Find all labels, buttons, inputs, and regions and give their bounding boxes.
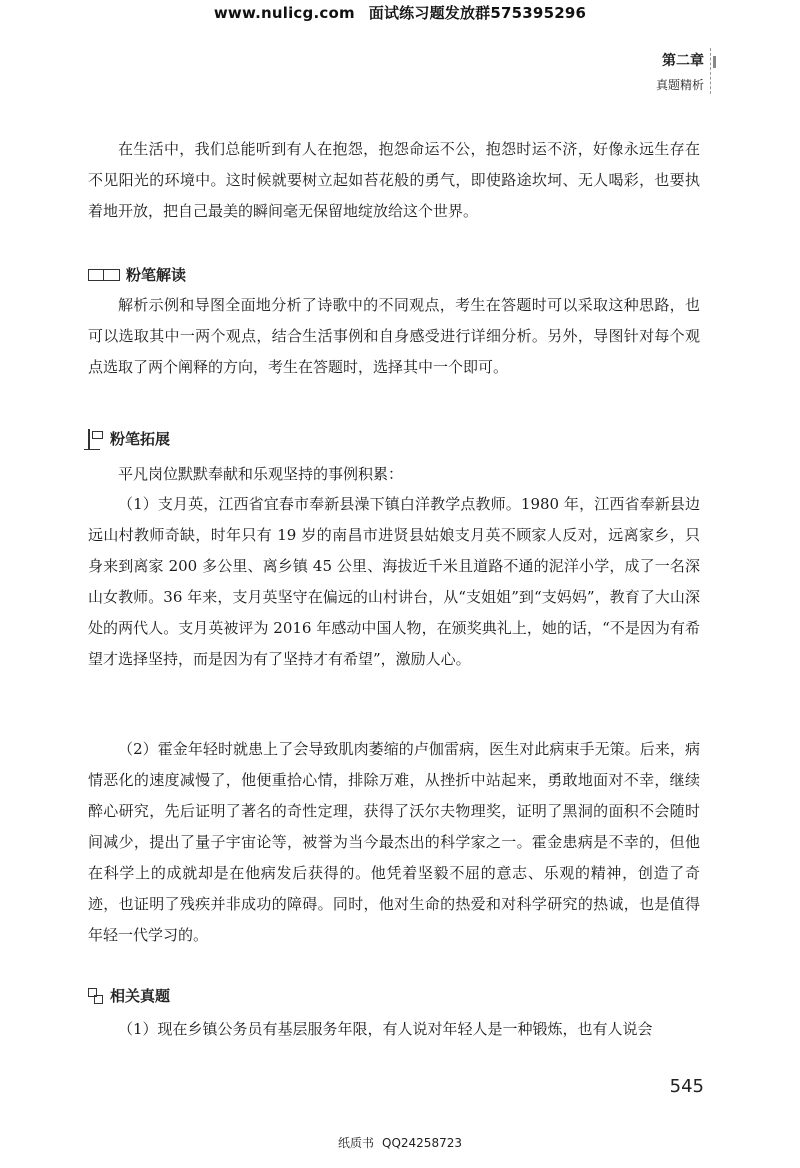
section-title-zhenti: 相关真题 [110,987,171,1005]
tuozhan-lead-block [88,459,700,490]
section-heading-zhenti [88,985,170,1006]
zhenti-paragraph: （1）现在乡镇公务员有基层服务年限，有人说对年轻人是一种锻炼，也有人说会 [118,1020,653,1038]
top-banner [0,2,800,23]
example-paragraph-1: （1）支月英，江西省宜春市奉新县澡下镇白洋教学点教师。1980 年，江西省奉新县边远山村教师奇缺，时年只有 19 岁的南昌市进贤县姑娘支月英不顾家人反对，远离家乡，只身来到离家 200 多公里、离乡镇 45 公里、海拔近千米且道路不通的泥洋小学，成了一名深山女教师。36 年来，支月英坚守在偏远的山村讲台，从“支姐姐”到“支妈妈”，教育了大山深处的两代人。支月英被评为 2016 年感动中国人物，在颁奖典礼上，她的话，“不是因为有希望才选择坚持，而是因为有了坚持才有希望”，激励人心。 [88,495,700,668]
jiedu-block [88,290,700,383]
chapter-header [656,50,704,93]
intro-paragraph: 在生活中，我们总能听到有人在抱怨，抱怨命运不公，抱怨时运不济，好像永远生存在不见阳光的环境中。这时候就要树立起如苔花般的勇气，即使路途坎坷、无人喝彩，也要执着地开放，把自己最美的瞬间毫无保留地绽放给这个世界。 [88,140,700,220]
example-paragraph-2: （2）霍金年轻时就患上了会导致肌肉萎缩的卢伽雷病，医生对此病束手无策。后来，病情恶化的速度减慢了，他便重拾心情，排除万难，从挫折中站起来，勇敢地面对不幸，继续醉心研究，先后证明了著名的奇性定理，获得了沃尔夫物理奖，证明了黑洞的面积不会随时间减少，提出了量子宇宙论等，被誉为当今最杰出的科学家之一。霍金患病是不幸的，但他在科学上的成就却是在他病发后获得的。他凭着坚毅不屈的意志、乐观的精神，创造了奇迹，也证明了残疾并非成功的障碍。同时，他对生命的热爱和对科学研究的热诚，也是值得年轻一代学习的。 [88,740,700,944]
section-title-jiedu: 粉笔解读 [126,266,187,284]
page-edge-line [710,48,712,94]
section-title-tuozhan: 粉笔拓展 [110,430,171,448]
example2-block [88,734,700,951]
tuozhan-lead: 平凡岗位默默奉献和乐观坚持的事例积累： [118,465,404,483]
jiedu-paragraph: 解析示例和导图全面地分析了诗歌中的不同观点，考生在答题时可以采取这种思路，也可以选取其中一两个观点，结合生活事例和自身感受进行详细分析。另外，导图针对每个观点选取了两个阐释的方向，考生在答题时，选择其中一个即可。 [88,296,700,376]
footer-right: QQ24258723 [382,1136,462,1150]
section-heading-jiedu [88,264,186,285]
example1-block [88,489,700,675]
chapter-subtitle: 真题精析 [655,78,704,92]
page-edge-tick [713,56,716,68]
flag-icon [88,429,104,449]
link-icon [88,988,104,1004]
footer-watermark [0,1134,800,1151]
section-heading-tuozhan [88,428,170,449]
zhenti-block [88,1014,700,1045]
banner-url: www.nulicg.com [213,4,355,22]
page-number: 545 [669,1076,704,1097]
banner-text: 面试练习题发放群575395296 [368,4,587,22]
footer-left: 纸质书 [338,1136,375,1150]
chapter-title: 第二章 [662,53,704,69]
book-icon [88,269,120,281]
intro-block [88,134,700,227]
